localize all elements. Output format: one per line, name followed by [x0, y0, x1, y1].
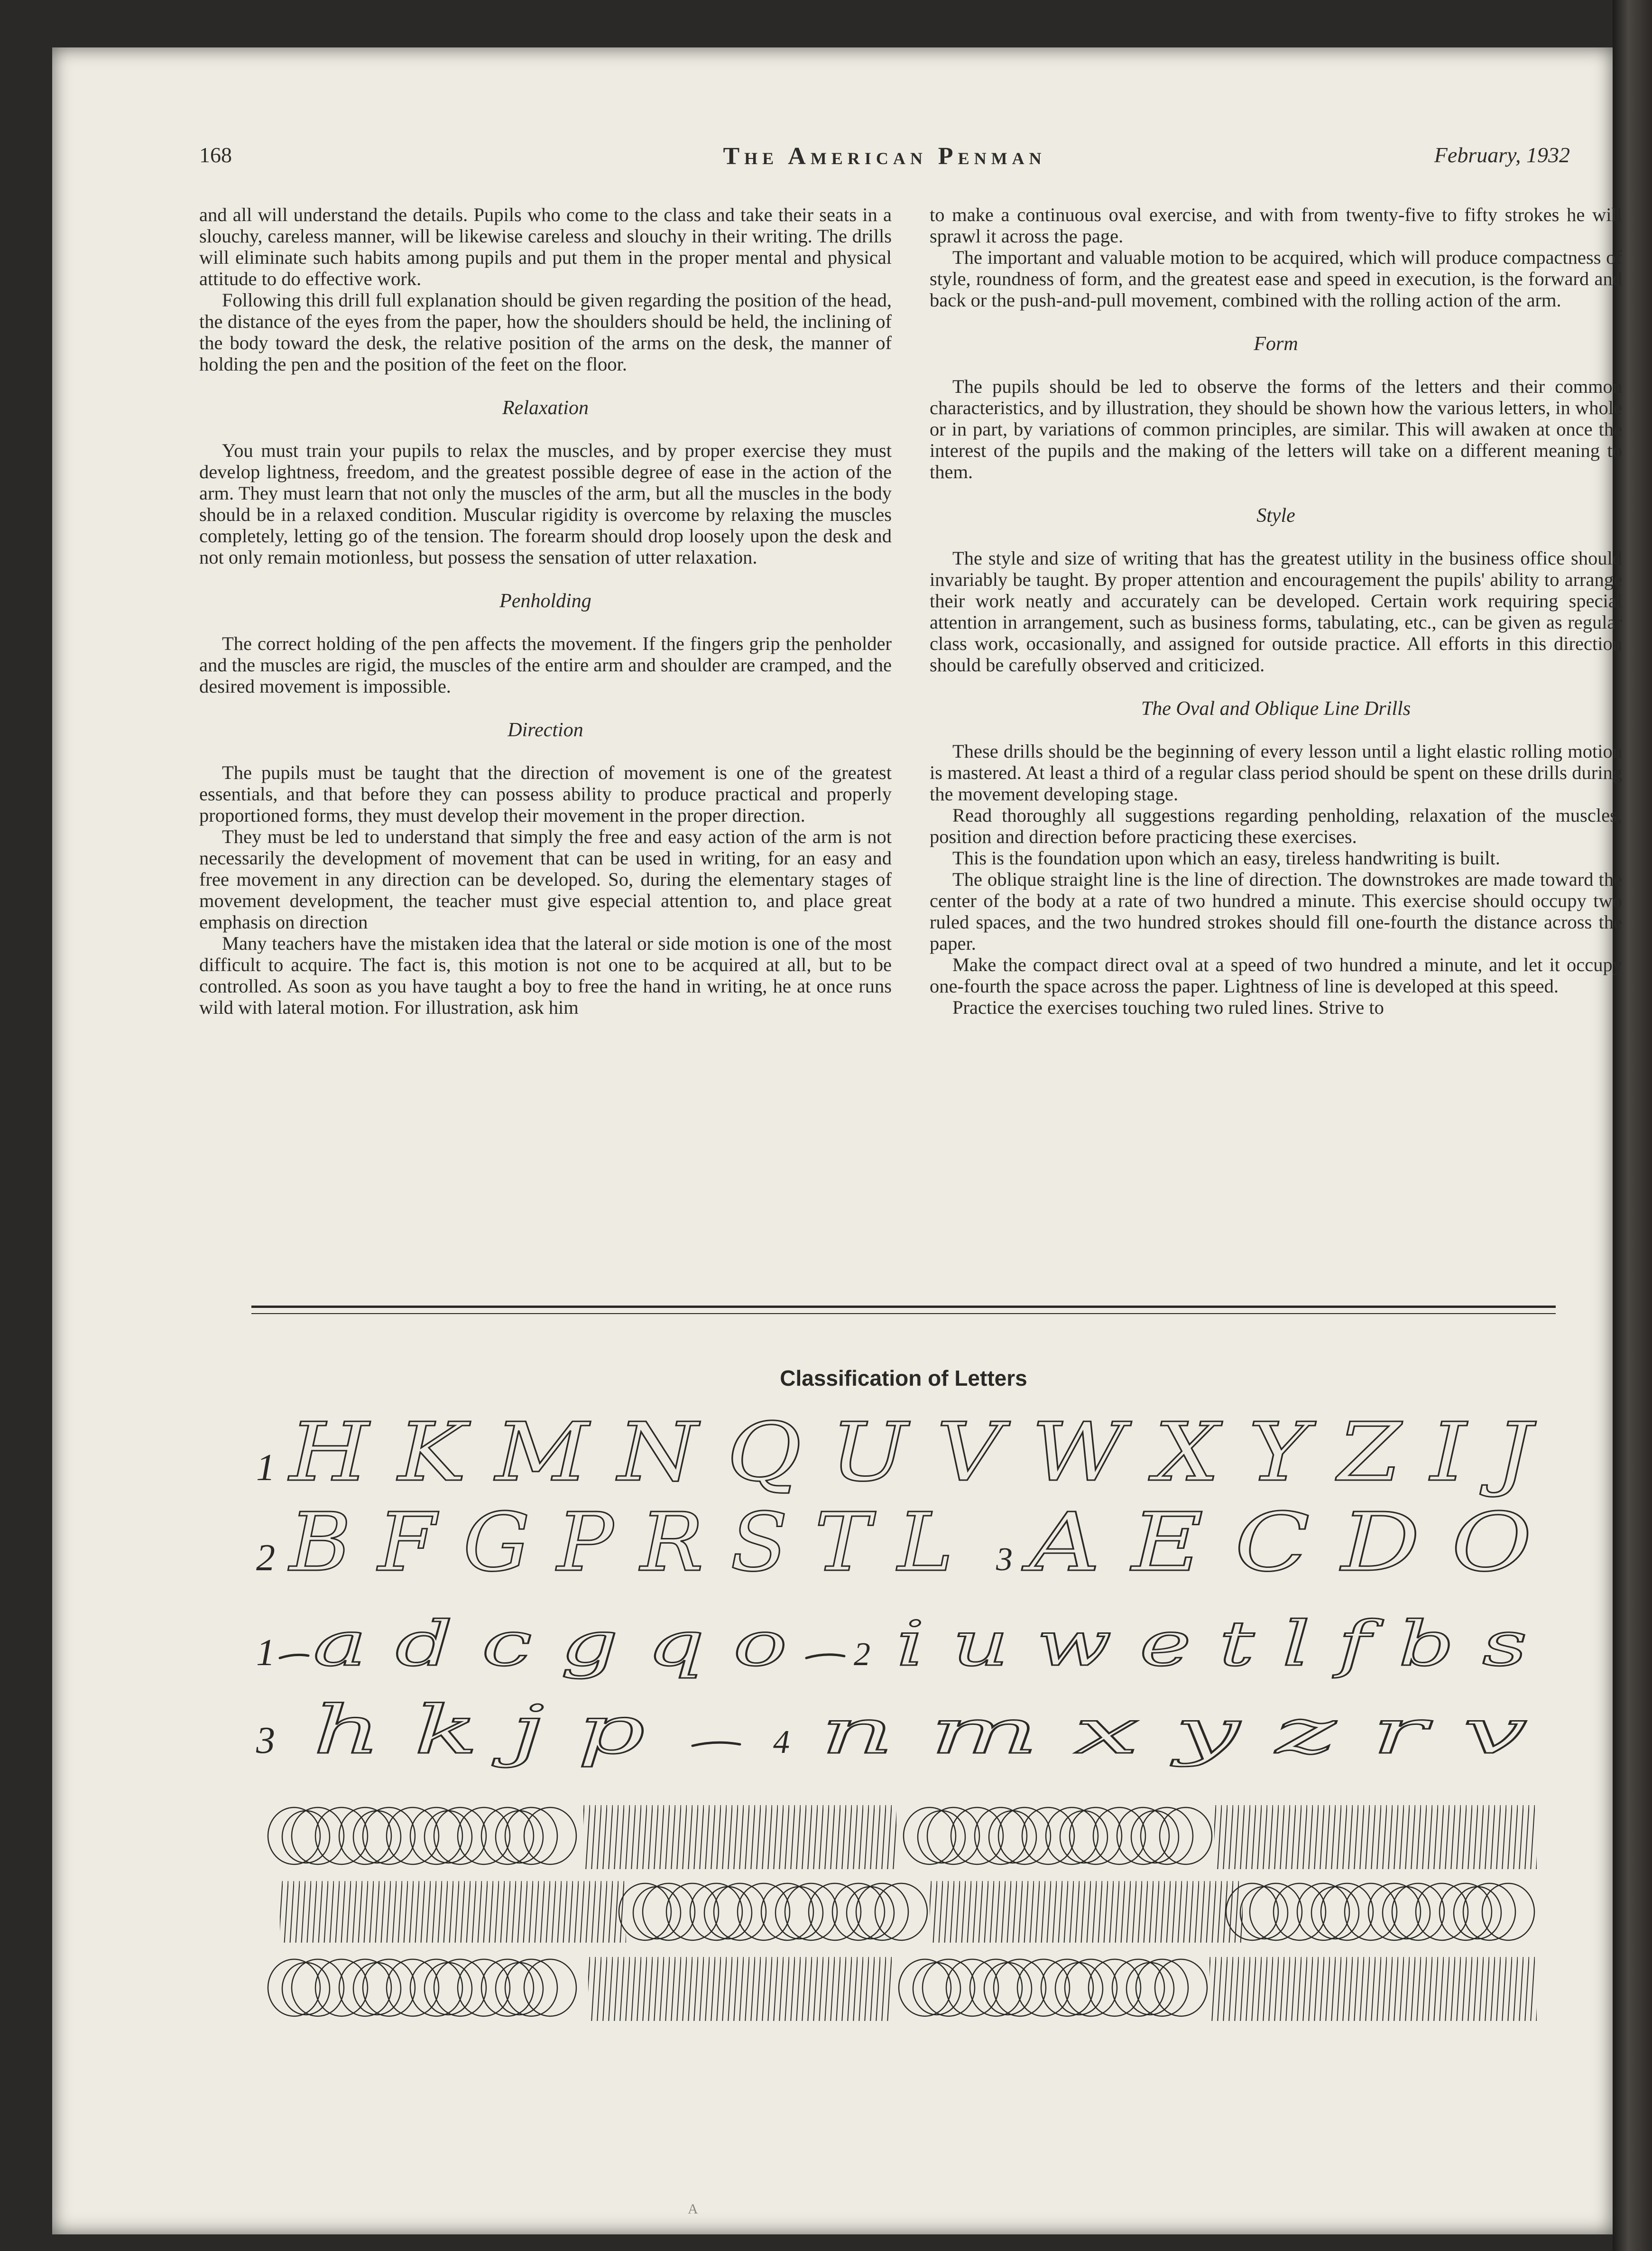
section-heading-form: Form — [1254, 333, 1298, 355]
paragraph: Practice the exercises touching two ruled lines. Strive to — [952, 997, 1384, 1018]
group-number: 3 — [996, 1541, 1013, 1578]
paragraph: This is the foundation upon which an easy, tireless handwriting is built. — [952, 847, 1500, 869]
journal-title: The American Penman — [723, 143, 1046, 170]
running-head — [199, 142, 1570, 180]
script-letters: i u w e t l f b s — [896, 1608, 1527, 1680]
script-row-3 — [256, 1608, 1527, 1680]
compact-oval-drill — [1226, 1883, 1534, 1940]
drill-row-3 — [268, 1957, 1537, 2021]
paragraph: to make a continuous oval exercise, and with from twenty-five to fifty strokes he will sprawl it across the page. — [930, 204, 1622, 247]
oblique-line-drill — [583, 1805, 896, 1869]
print-mark: A — [688, 2201, 698, 2217]
paragraph: The oblique straight line is the line of direction. The downstrokes are made toward the center of the body at a rate of two hundred a minute. This exercise should occupy two ruled spaces, and the two hundred strokes should fill one-fourth the distance across the paper. — [930, 869, 1622, 954]
paragraph: They must be led to understand that simply the free and easy action of the arm is not necessarily the development of movement that can be used in writing, for an easy and free movement in any direction can be developed. So, during the elementary stages of movement development, the teacher must give especial attention to, and place great emphasis on direction — [199, 826, 892, 933]
oblique-line-drill — [1214, 1805, 1537, 1869]
oblique-line-drill — [280, 1881, 626, 1943]
section-heading-relaxation: Relaxation — [502, 397, 589, 419]
group-number: 2 — [256, 1537, 275, 1579]
paragraph: These drills should be the beginning of every lesson until a light elastic rolling motion is mastered. At least a third of a regular class period should be spent on these drills during the movement developing stage. — [930, 741, 1622, 805]
connector-stroke — [692, 1742, 740, 1746]
paragraph: The style and size of writing that has the greatest utility in the business office should invariably be taught. By proper attention and encouragement the pupils' ability to arrange their work neatly and accurately can be developed. Certain work requiring special attention in arrangement, such as business forms, tabulating, etc., can be given as regular class work, occasionally, and assigned for outside practice. All efforts in this direction should be carefully observed and criticized. — [930, 547, 1622, 676]
script-letters: n m x y z r v — [821, 1695, 1527, 1768]
script-letters: A E C D O — [1022, 1496, 1532, 1590]
paragraph: Read thoroughly all suggestions regarding penholding, relaxation of the muscles, position and direction before practicing these exercises. — [930, 805, 1622, 847]
right-column — [930, 204, 1622, 1018]
script-letters: B F G P R S T L — [287, 1496, 953, 1590]
paragraph: Make the compact direct oval at a speed of two hundred a minute, and let it occupy one-fourth the space across the paper. Lightness of line is developed at this speed. — [930, 954, 1622, 997]
compact-oval-drill — [268, 1959, 576, 2016]
script-letters: a d c g q o — [313, 1608, 787, 1680]
section-heading-direction: Direction — [508, 719, 583, 741]
connector-stroke — [280, 1655, 308, 1658]
paragraph: The pupils should be led to observe the forms of the letters and their common characteristics, and by illustration, they should be shown how the various letters, in whole or in part, by variations of common principles, are similar. This will awaken at once the interest of the pupils and the making of the letters will take on a different meaning to them. — [930, 376, 1622, 482]
paragraph: Many teachers have the mistaken idea that the lateral or side motion is one of the most difficult to acquire. The fact is, this motion is not one to be acquired at all, but to be controlled. As soon as you have taught a boy to free the hand in writing, he at once runs wild with lateral motion. For illustration, ask him — [199, 933, 892, 1018]
compact-oval-drill — [619, 1883, 927, 1940]
divider-rule-thin — [251, 1313, 1556, 1314]
oval-and-oblique-drills — [266, 1803, 1546, 2030]
oblique-line-drill — [588, 1957, 892, 2021]
drill-row-1 — [268, 1805, 1537, 1869]
script-letters: h k j p — [313, 1692, 645, 1769]
connector-stroke — [806, 1655, 844, 1658]
divider-rule-thick — [251, 1306, 1556, 1308]
script-row-4 — [256, 1692, 1527, 1769]
paragraph: The important and valuable motion to be acquired, which will produce compactness of style, roundness of form, and the greatest ease and speed in execution, is the forward and back or the push-and-pull movement, combined with the rolling action of the arm. — [930, 247, 1622, 311]
paragraph: and all will understand the details. Pupils who come to the class and take their seats in a slouchy, careless manner, will be likewise careless and slouchy in their writing. The drills will eliminate such habits among pupils and put them in the proper mental and physical attitude to do effective work. — [199, 204, 892, 289]
left-column — [199, 204, 892, 1018]
compact-oval-drill — [268, 1807, 576, 1864]
page-number: 168 — [199, 143, 232, 167]
section-heading-oval-drills: The Oval and Oblique Line Drills — [1141, 698, 1411, 720]
paragraph: You must train your pupils to relax the muscles, and by proper exercise they must develop lightness, freedom, and the greatest possible degree of ease in the action of the arm. They must learn that not only the muscles of the arm, but all the muscles in the body should be in a relaxed condition. Muscular rigidity is overcome by relaxing the muscles completely, letting go of the tension. The forearm should drop loosely upon the desk and not only remain motionless, but possess the sensation of utter relaxation. — [199, 440, 892, 568]
section-heading-penholding: Penholding — [499, 590, 591, 612]
group-number: 4 — [773, 1724, 790, 1760]
letter-classification-figure — [251, 1399, 1556, 1779]
group-number: 1 — [256, 1447, 275, 1489]
group-number: 2 — [854, 1636, 870, 1673]
paragraph: The correct holding of the pen affects the movement. If the fingers grip the penholder and the muscles are rigid, the muscles of the entire arm and shoulder are cramped, and the desired movement is impossible. — [199, 633, 892, 697]
oblique-line-drill — [930, 1881, 1243, 1943]
script-row-1 — [256, 1406, 1536, 1500]
section-heading-style: Style — [1256, 505, 1295, 527]
script-row-2 — [256, 1496, 1532, 1590]
paragraph: The pupils must be taught that the direction of movement is one of the greatest essentials, and that before they can possess ability to produce practical and properly proportioned forms, they must develop their movement in the proper direction. — [199, 762, 892, 826]
compact-oval-drill — [904, 1807, 1212, 1864]
group-number: 1 — [256, 1632, 275, 1674]
paragraph: Following this drill full explanation should be given regarding the position of the head, the distance of the eyes from the paper, how the shoulders should be held, the inclining of the body toward the desk, the relative position of the arms on the desk, the manner of holding the pen and the position of the feet on the floor. — [199, 289, 892, 375]
issue-date: February, 1932 — [1434, 143, 1570, 167]
compact-oval-drill — [899, 1959, 1207, 2016]
drill-row-2 — [280, 1881, 1534, 1943]
script-letters: H K M N Q U V W X Y Z I J — [287, 1406, 1536, 1500]
figure-title: Classification of Letters — [780, 1366, 1027, 1390]
oblique-line-drill — [1209, 1957, 1537, 2021]
group-number: 3 — [256, 1720, 275, 1761]
